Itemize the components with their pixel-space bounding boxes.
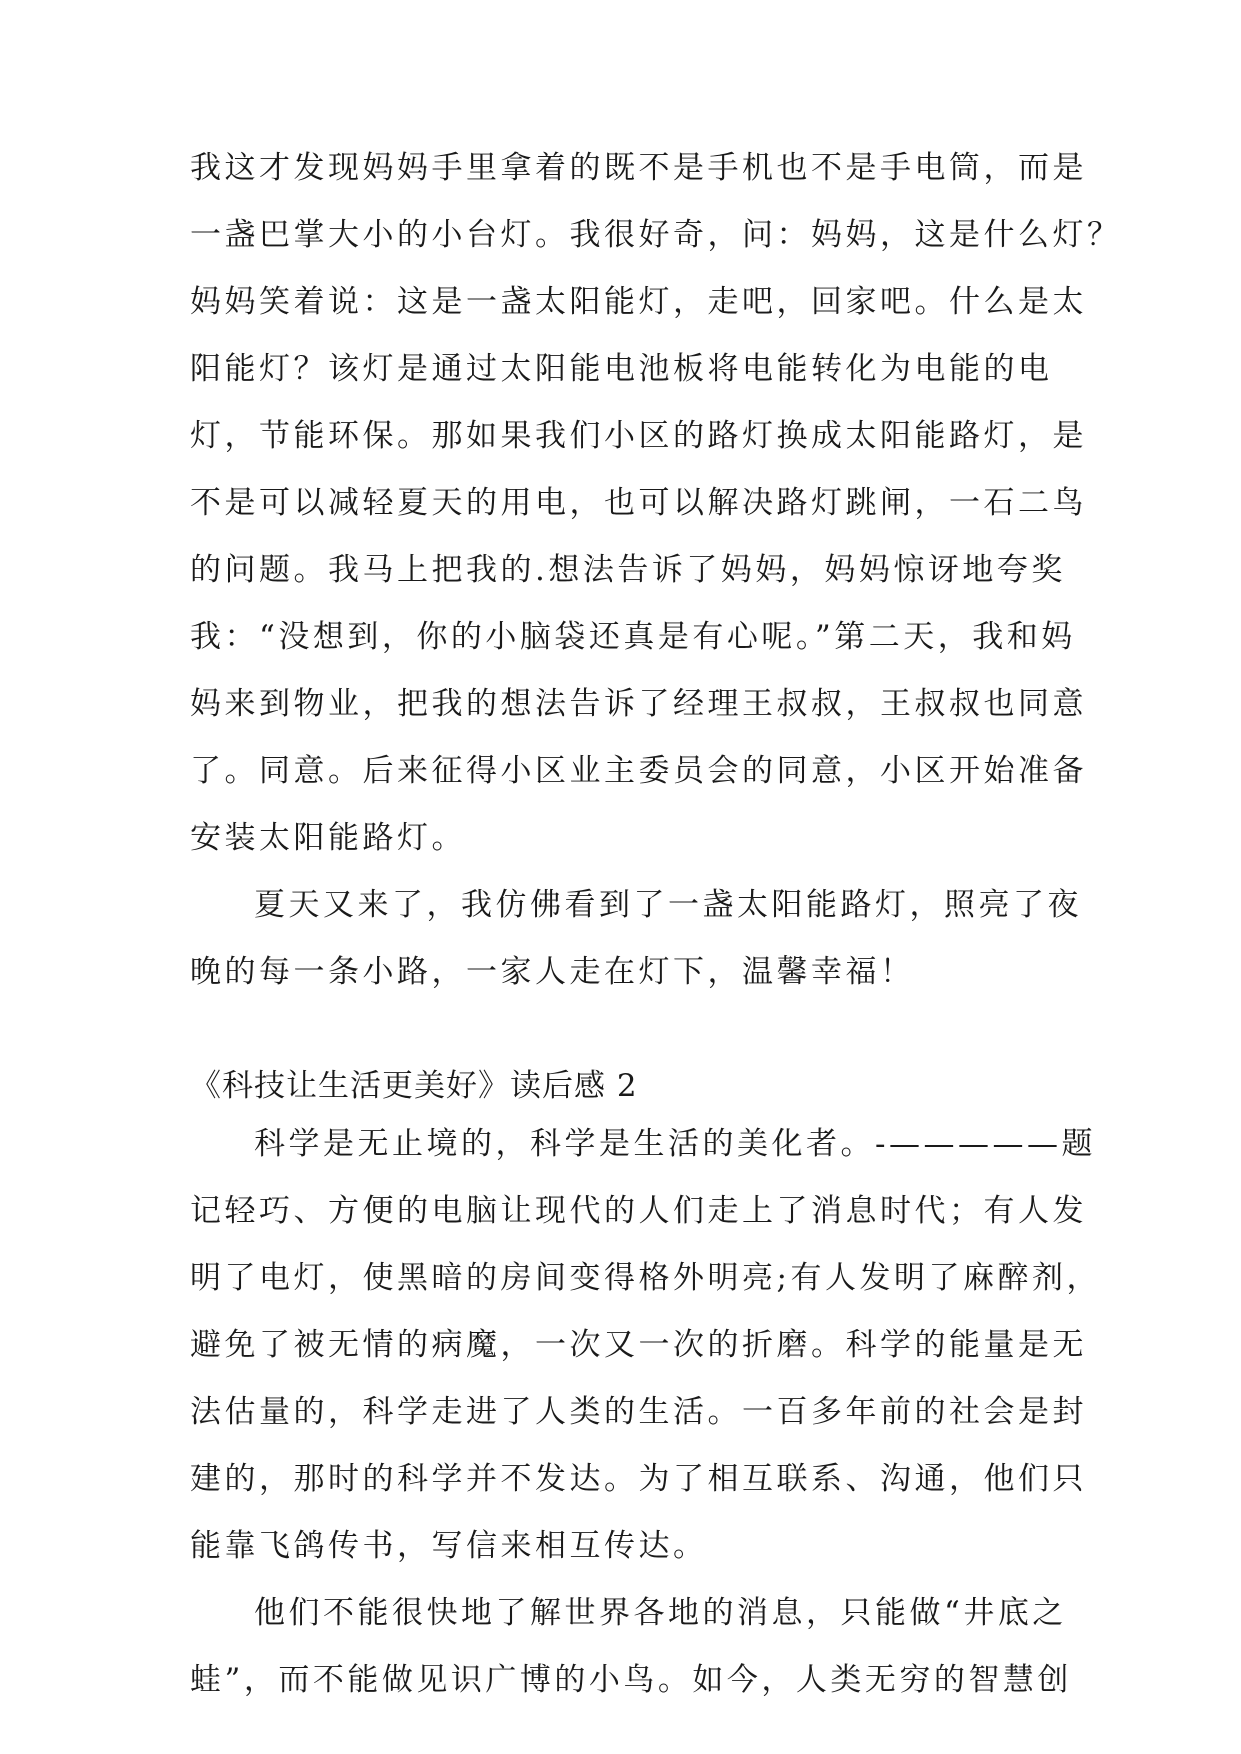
section-title: 《科技让生活更美好》读后感 2: [190, 1068, 638, 1104]
text-line: 阳能灯？该灯是通过太阳能电池板将电能转化为电能的电: [190, 351, 1053, 387]
text-line: 法估量的，科学走进了人类的生活。一百多年前的社会是封: [190, 1394, 1087, 1430]
text-line: 灯，节能环保。那如果我们小区的路灯换成太阳能路灯，是: [190, 418, 1087, 454]
text-line: 他们不能很快地了解世界各地的消息，只能做“井底之: [254, 1595, 1067, 1631]
text-line: 能靠飞鸽传书，写信来相互传达。: [190, 1528, 708, 1564]
text-line: 避免了被无情的病魔，一次又一次的折磨。科学的能量是无: [190, 1327, 1087, 1363]
text-line: 蛙”，而不能做见识广博的小鸟。如今，人类无穷的智慧创: [190, 1662, 1072, 1698]
text-line: 妈来到物业，把我的想法告诉了经理王叔叔，王叔叔也同意: [190, 686, 1087, 722]
text-line: 的问题。我马上把我的.想法告诉了妈妈，妈妈惊讶地夸奖: [190, 552, 1066, 588]
text-line: 我：“没想到，你的小脑袋还真是有心呢。”第二天，我和妈: [190, 619, 1076, 655]
text-line: 我这才发现妈妈手里拿着的既不是手机也不是手电筒，而是: [190, 150, 1087, 186]
text-line: 晚的每一条小路，一家人走在灯下，温馨幸福！: [190, 954, 915, 990]
text-line: 安装太阳能路灯。: [190, 820, 466, 856]
text-line: 科学是无止境的，科学是生活的美化者。-—————题: [254, 1126, 1096, 1162]
text-line: 一盏巴掌大小的小台灯。我很好奇，问：妈妈，这是什么灯？: [190, 217, 1122, 253]
text-line: 夏天又来了，我仿佛看到了一盏太阳能路灯，照亮了夜: [254, 887, 1082, 923]
text-line: 了。同意。后来征得小区业主委员会的同意，小区开始准备: [190, 753, 1087, 789]
text-line: 不是可以减轻夏天的用电，也可以解决路灯跳闸，一石二鸟: [190, 485, 1087, 521]
text-line: 记轻巧、方便的电脑让现代的人们走上了消息时代；有人发: [190, 1193, 1087, 1229]
text-line: 妈妈笑着说：这是一盏太阳能灯，走吧，回家吧。什么是太: [190, 284, 1087, 320]
text-line: 明了电灯，使黑暗的房间变得格外明亮;有人发明了麻醉剂，: [190, 1260, 1101, 1296]
text-line: 建的，那时的科学并不发达。为了相互联系、沟通，他们只: [190, 1461, 1087, 1497]
